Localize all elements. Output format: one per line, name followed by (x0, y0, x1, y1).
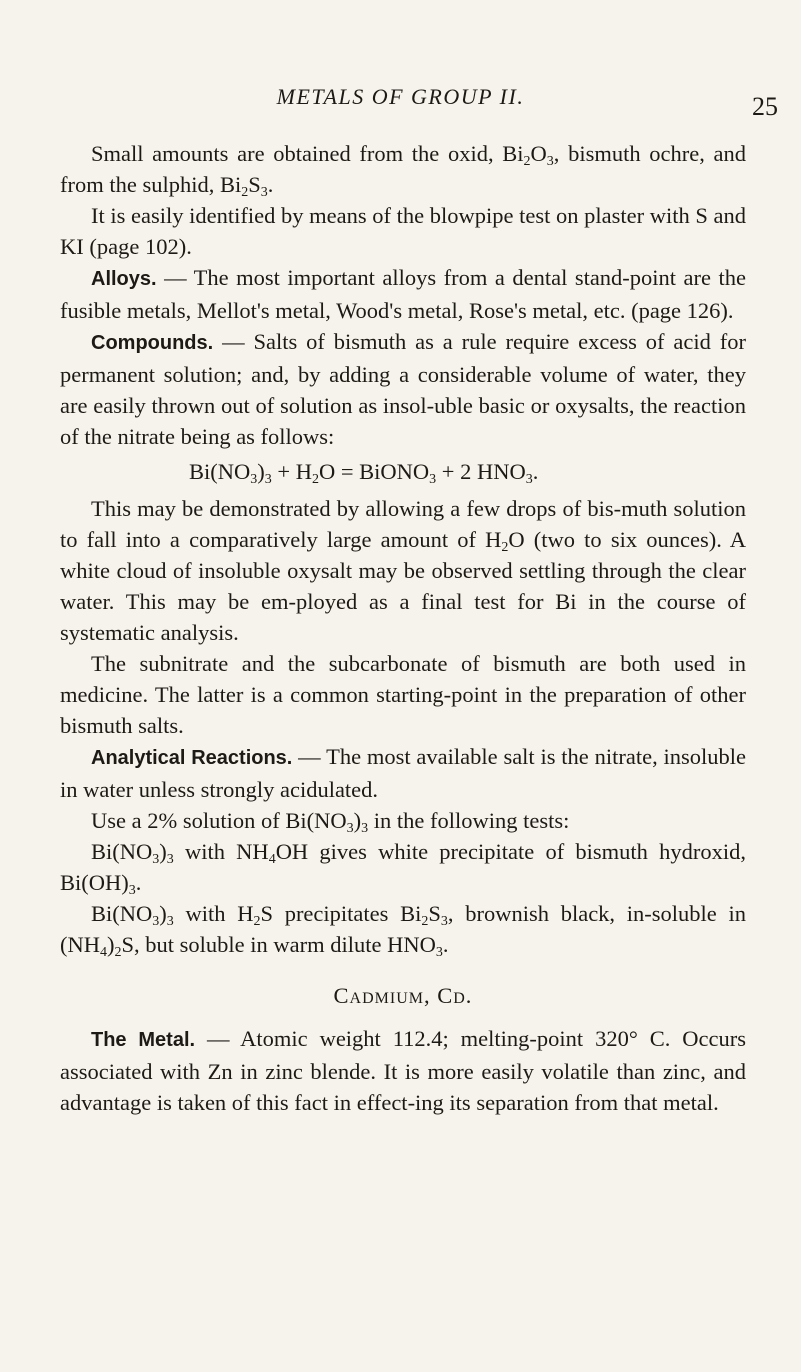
heading-alloys: Alloys. (91, 268, 157, 290)
paragraph-compounds: Compounds. — Salts of bismuth as a rule require excess of acid for permanent solution; and, by adding a considerable volume of water, they are easily thrown out of solution as insol-uble basic or oxysalts, the reaction of the nitrate being as follows: (60, 329, 746, 449)
body-text (60, 138, 746, 1118)
heading-analytical-reactions: Analytical Reactions. (91, 747, 293, 769)
paragraph-test-ammonium: $Bi(NO_3)_3$ with $NH_4OH$ gives white precipitate of bismuth hydroxid, $Bi(OH)_3$. (60, 839, 747, 898)
paragraph-medicine: The subnitrate and the subcarbonate of bismuth are both used in medicine. The latter is a common starting-point in the preparation of other bismuth salts. (60, 651, 746, 738)
paragraph-alloys: Alloys. — The most important alloys from a dental stand-point are the fusible metals, Mellot's metal, Wood's metal, Rose's metal, etc. (page 126). (60, 265, 746, 323)
paragraph-demonstration: This may be demonstrated by allowing a few drops of bis-muth solution to fall into a comparatively large amount of $H_2O$ (two to six ounces). A white cloud of insoluble oxysalt may be observed settling through the clear water. This may be em-ployed as a final test for Bi in the course of systematic analysis. (60, 496, 746, 645)
paragraph-the-metal: The Metal. — Atomic weight 112.4; melting-point 320° C. Occurs associated with Zn in zinc blende. It is more easily volatile than zinc, and advantage is taken of this fact in effect-ing its separation from that metal. (60, 1026, 746, 1115)
paragraph-bismuth-sources: Small amounts are obtained from the oxid, $Bi_2O_3$, bismuth ochre, and from the sulphid, $Bi_2S_3$. (60, 141, 746, 200)
paragraph-analytical-reactions: Analytical Reactions. — The most available salt is the nitrate, insoluble in water unless strongly acidulated. (60, 744, 746, 802)
section-title-cadmium: Cadmium, Cd. (333, 983, 473, 1008)
heading-compounds: Compounds. (91, 332, 214, 354)
heading-the-metal: The Metal. (91, 1029, 196, 1051)
page-number: 25 (752, 92, 778, 121)
paragraph-identification: It is easily identified by means of the blowpipe test on plaster with S and KI (page 102). (60, 203, 746, 259)
equation-nitrate-reaction: $Bi(NO_3)_3 + H_2O$ = BiONO$_3$ + 2 $HNO_3$. (189, 459, 539, 487)
paragraph-solution: Use a 2% solution of $Bi(NO_3)_3$ in the following tests: (91, 808, 570, 836)
running-head: METALS OF GROUP II. (276, 84, 525, 109)
paragraph-test-hydrogen-sulphide: $Bi(NO_3)_3$ with $H_2S$ precipitates $Bi_2S_3$, brownish black, in-soluble in $(NH_4)_2S$, but soluble in warm dilute $HNO_3$. (60, 901, 746, 960)
